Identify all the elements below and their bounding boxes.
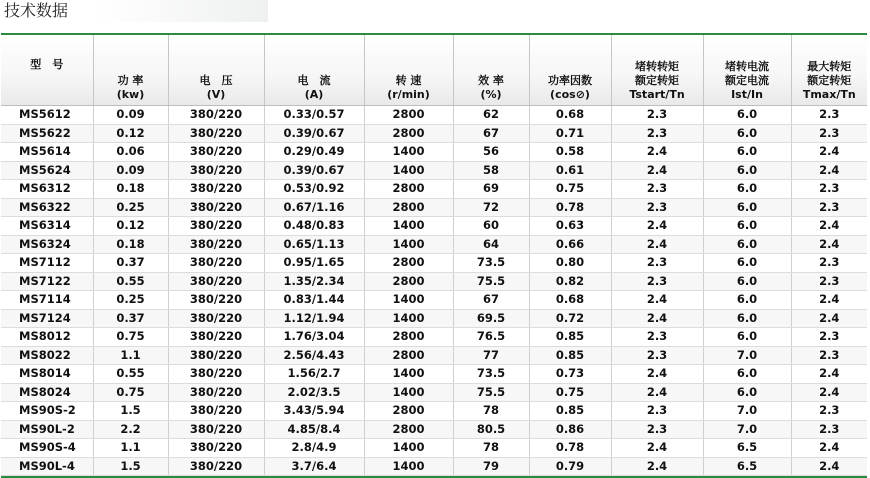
table-cell-efficiency: 78	[453, 439, 529, 458]
header-text: 转 速	[395, 74, 422, 87]
table-cell-voltage: 380/220	[168, 235, 264, 254]
table-cell-locked-current-ratio: 7.0	[703, 420, 791, 439]
table-cell-voltage: 380/220	[168, 198, 264, 217]
header-text: Tmax/Tn	[802, 88, 856, 101]
table-cell-speed: 1400	[364, 235, 453, 254]
table-row	[1, 254, 867, 273]
table-cell-model: MS8014	[1, 365, 93, 384]
table-cell-power: 0.06	[93, 143, 168, 162]
table-cell-speed: 1400	[364, 161, 453, 180]
table-cell-locked-current-ratio: 6.0	[703, 217, 791, 236]
table-cell-voltage: 380/220	[168, 365, 264, 384]
table-cell-locked-torque-ratio: 2.4	[611, 161, 703, 180]
table-cell-power: 1.5	[93, 402, 168, 421]
table-cell-locked-torque-ratio: 2.4	[611, 309, 703, 328]
table-cell-power-factor: 0.86	[529, 420, 611, 439]
table-cell-speed: 1400	[364, 217, 453, 236]
header-text: 堵转电流	[725, 60, 769, 73]
table-cell-current: 2.02/3.5	[264, 383, 364, 402]
table-cell-power: 0.12	[93, 124, 168, 143]
table-cell-max-torque-ratio: 2.4	[791, 291, 867, 310]
table-cell-max-torque-ratio: 2.3	[791, 198, 867, 217]
table-cell-locked-current-ratio: 6.0	[703, 328, 791, 347]
table-cell-max-torque-ratio: 2.3	[791, 124, 867, 143]
table-cell-power-factor: 0.73	[529, 365, 611, 384]
table-cell-locked-torque-ratio: 2.3	[611, 254, 703, 273]
table-cell-efficiency: 79	[453, 457, 529, 476]
table-cell-locked-current-ratio: 6.0	[703, 106, 791, 125]
table-cell-locked-torque-ratio: 2.3	[611, 346, 703, 365]
table-cell-power: 0.09	[93, 106, 168, 125]
header-text: 电 压	[199, 74, 233, 87]
table-row	[1, 106, 867, 125]
table-body	[1, 106, 867, 476]
table-cell-speed: 2800	[364, 272, 453, 291]
table-cell-max-torque-ratio: 2.4	[791, 365, 867, 384]
table-cell-power: 2.2	[93, 420, 168, 439]
table-cell-model: MS90L-2	[1, 420, 93, 439]
column-header-model	[1, 35, 93, 106]
table-cell-voltage: 380/220	[168, 143, 264, 162]
table-cell-current: 3.43/5.94	[264, 402, 364, 421]
table-cell-locked-current-ratio: 6.0	[703, 365, 791, 384]
table-cell-voltage: 380/220	[168, 420, 264, 439]
table-cell-model: MS8024	[1, 383, 93, 402]
table-cell-speed: 2800	[364, 180, 453, 199]
table-cell-current: 0.39/0.67	[264, 124, 364, 143]
table-cell-voltage: 380/220	[168, 161, 264, 180]
column-header-locked-torque-ratio	[611, 35, 703, 106]
header-text: Tstart/Tn	[629, 88, 685, 101]
header-text: 额定转矩	[635, 74, 679, 87]
spec-table	[1, 35, 867, 476]
column-header-efficiency	[453, 35, 529, 106]
table-cell-voltage: 380/220	[168, 254, 264, 273]
table-cell-locked-current-ratio: 6.5	[703, 457, 791, 476]
table-row	[1, 402, 867, 421]
header-text: (kw)	[116, 88, 145, 101]
table-cell-locked-current-ratio: 7.0	[703, 402, 791, 421]
table-cell-locked-current-ratio: 6.0	[703, 161, 791, 180]
table-cell-power: 0.75	[93, 383, 168, 402]
table-row	[1, 328, 867, 347]
table-cell-locked-torque-ratio: 2.4	[611, 439, 703, 458]
table-cell-locked-current-ratio: 7.0	[703, 346, 791, 365]
table-row	[1, 180, 867, 199]
table-cell-model: MS5624	[1, 161, 93, 180]
table-cell-locked-current-ratio: 6.0	[703, 180, 791, 199]
table-cell-power-factor: 0.82	[529, 272, 611, 291]
table-cell-speed: 1400	[364, 439, 453, 458]
table-cell-current: 2.8/4.9	[264, 439, 364, 458]
table-cell-current: 0.48/0.83	[264, 217, 364, 236]
table-cell-speed: 1400	[364, 457, 453, 476]
header-text: (r/min)	[387, 88, 430, 101]
table-cell-power-factor: 0.71	[529, 124, 611, 143]
header-text: 电 流	[297, 74, 331, 87]
table-row	[1, 383, 867, 402]
table-cell-power-factor: 0.75	[529, 180, 611, 199]
header-text: Ist/In	[731, 88, 763, 101]
table-cell-current: 0.67/1.16	[264, 198, 364, 217]
table-cell-voltage: 380/220	[168, 106, 264, 125]
table-cell-power-factor: 0.80	[529, 254, 611, 273]
table-cell-max-torque-ratio: 2.4	[791, 143, 867, 162]
table-cell-power-factor: 0.63	[529, 217, 611, 236]
table-cell-locked-current-ratio: 6.0	[703, 124, 791, 143]
table-cell-locked-torque-ratio: 2.3	[611, 272, 703, 291]
column-header-power-factor	[529, 35, 611, 106]
table-cell-current: 1.76/3.04	[264, 328, 364, 347]
table-cell-locked-current-ratio: 6.0	[703, 198, 791, 217]
table-cell-max-torque-ratio: 2.3	[791, 106, 867, 125]
column-header-power	[93, 35, 168, 106]
table-cell-power: 0.18	[93, 180, 168, 199]
table-cell-max-torque-ratio: 2.4	[791, 309, 867, 328]
table-cell-power: 0.75	[93, 328, 168, 347]
table-cell-model: MS5614	[1, 143, 93, 162]
table-cell-power-factor: 0.68	[529, 291, 611, 310]
table-cell-max-torque-ratio: 2.4	[791, 439, 867, 458]
table-cell-locked-torque-ratio: 2.3	[611, 198, 703, 217]
table-row	[1, 439, 867, 458]
table-cell-power-factor: 0.68	[529, 106, 611, 125]
table-cell-voltage: 380/220	[168, 124, 264, 143]
table-row	[1, 198, 867, 217]
table-cell-efficiency: 72	[453, 198, 529, 217]
table-cell-power: 0.55	[93, 365, 168, 384]
table-cell-efficiency: 73.5	[453, 254, 529, 273]
table-cell-locked-current-ratio: 6.0	[703, 254, 791, 273]
table-cell-power: 0.12	[93, 217, 168, 236]
table-cell-efficiency: 69	[453, 180, 529, 199]
table-cell-locked-current-ratio: 6.0	[703, 272, 791, 291]
table-cell-power-factor: 0.72	[529, 309, 611, 328]
table-row	[1, 217, 867, 236]
table-cell-efficiency: 69.5	[453, 309, 529, 328]
table-row	[1, 291, 867, 310]
header-text: 功 率	[117, 74, 144, 87]
table-cell-power: 1.1	[93, 346, 168, 365]
table-cell-power-factor: 0.58	[529, 143, 611, 162]
table-cell-speed: 1400	[364, 143, 453, 162]
header-text: 额定电流	[725, 74, 769, 87]
header-text: 效 率	[478, 74, 504, 87]
table-cell-locked-current-ratio: 6.0	[703, 291, 791, 310]
table-cell-efficiency: 60	[453, 217, 529, 236]
table-cell-model: MS6312	[1, 180, 93, 199]
table-cell-locked-current-ratio: 6.5	[703, 439, 791, 458]
column-header-voltage	[168, 35, 264, 106]
table-cell-current: 0.83/1.44	[264, 291, 364, 310]
table-cell-voltage: 380/220	[168, 180, 264, 199]
table-cell-model: MS5612	[1, 106, 93, 125]
table-cell-efficiency: 75.5	[453, 383, 529, 402]
table-cell-max-torque-ratio: 2.4	[791, 217, 867, 236]
table-cell-power: 0.37	[93, 309, 168, 328]
table-cell-locked-current-ratio: 6.0	[703, 235, 791, 254]
header-text: 功率因数	[548, 74, 592, 87]
header-text: (A)	[304, 88, 324, 101]
table-row	[1, 346, 867, 365]
spec-table-container	[1, 33, 867, 478]
column-header-locked-current-ratio	[703, 35, 791, 106]
table-cell-current: 0.33/0.57	[264, 106, 364, 125]
table-header-row	[1, 35, 867, 106]
table-cell-efficiency: 67	[453, 124, 529, 143]
table-cell-model: MS90S-2	[1, 402, 93, 421]
table-cell-current: 0.95/1.65	[264, 254, 364, 273]
table-cell-model: MS7112	[1, 254, 93, 273]
header-text: (%)	[480, 88, 502, 101]
table-cell-current: 2.56/4.43	[264, 346, 364, 365]
table-cell-locked-torque-ratio: 2.4	[611, 365, 703, 384]
table-cell-speed: 2800	[364, 402, 453, 421]
table-cell-power-factor: 0.85	[529, 328, 611, 347]
header-text: 型 号	[30, 57, 64, 71]
table-cell-max-torque-ratio: 2.4	[791, 161, 867, 180]
table-cell-efficiency: 80.5	[453, 420, 529, 439]
table-cell-locked-torque-ratio: 2.4	[611, 235, 703, 254]
table-cell-power: 0.25	[93, 291, 168, 310]
page-title: 技术数据	[0, 0, 268, 22]
table-cell-voltage: 380/220	[168, 217, 264, 236]
table-cell-locked-torque-ratio: 2.3	[611, 328, 703, 347]
table-cell-locked-torque-ratio: 2.3	[611, 420, 703, 439]
table-cell-max-torque-ratio: 2.3	[791, 180, 867, 199]
table-cell-speed: 1400	[364, 383, 453, 402]
table-cell-current: 1.56/2.7	[264, 365, 364, 384]
table-cell-efficiency: 58	[453, 161, 529, 180]
table-cell-max-torque-ratio: 2.4	[791, 235, 867, 254]
table-cell-model: MS8012	[1, 328, 93, 347]
table-cell-model: MS5622	[1, 124, 93, 143]
table-cell-model: MS7114	[1, 291, 93, 310]
header-text: 额定转矩	[807, 74, 852, 87]
table-cell-power: 0.25	[93, 198, 168, 217]
table-cell-current: 3.7/6.4	[264, 457, 364, 476]
table-cell-locked-torque-ratio: 2.4	[611, 291, 703, 310]
table-cell-power: 0.09	[93, 161, 168, 180]
header-text: (cos⊘)	[550, 88, 590, 101]
table-cell-locked-torque-ratio: 2.3	[611, 180, 703, 199]
table-cell-locked-torque-ratio: 2.4	[611, 457, 703, 476]
table-cell-model: MS7124	[1, 309, 93, 328]
table-cell-locked-torque-ratio: 2.3	[611, 106, 703, 125]
table-cell-power-factor: 0.79	[529, 457, 611, 476]
table-cell-voltage: 380/220	[168, 346, 264, 365]
table-cell-voltage: 380/220	[168, 402, 264, 421]
table-cell-speed: 2800	[364, 254, 453, 273]
table-row	[1, 272, 867, 291]
table-cell-efficiency: 62	[453, 106, 529, 125]
table-row	[1, 365, 867, 384]
table-cell-max-torque-ratio: 2.4	[791, 383, 867, 402]
table-cell-max-torque-ratio: 2.3	[791, 402, 867, 421]
table-cell-locked-current-ratio: 6.0	[703, 383, 791, 402]
table-cell-current: 0.39/0.67	[264, 161, 364, 180]
table-cell-model: MS6324	[1, 235, 93, 254]
table-cell-max-torque-ratio: 2.3	[791, 346, 867, 365]
column-header-current	[264, 35, 364, 106]
table-cell-model: MS7122	[1, 272, 93, 291]
table-cell-current: 0.65/1.13	[264, 235, 364, 254]
table-cell-voltage: 380/220	[168, 272, 264, 291]
header-text: 堵转转矩	[635, 60, 679, 73]
table-cell-power-factor: 0.66	[529, 235, 611, 254]
table-cell-max-torque-ratio: 2.3	[791, 272, 867, 291]
table-cell-speed: 2800	[364, 346, 453, 365]
table-cell-voltage: 380/220	[168, 457, 264, 476]
table-cell-voltage: 380/220	[168, 328, 264, 347]
table-cell-speed: 2800	[364, 106, 453, 125]
table-cell-max-torque-ratio: 2.3	[791, 254, 867, 273]
table-cell-model: MS6314	[1, 217, 93, 236]
table-cell-model: MS90L-4	[1, 457, 93, 476]
table-cell-current: 0.53/0.92	[264, 180, 364, 199]
column-header-speed	[364, 35, 453, 106]
table-cell-efficiency: 67	[453, 291, 529, 310]
table-cell-max-torque-ratio: 2.4	[791, 457, 867, 476]
table-cell-power-factor: 0.61	[529, 161, 611, 180]
table-cell-current: 4.85/8.4	[264, 420, 364, 439]
table-cell-locked-torque-ratio: 2.4	[611, 143, 703, 162]
table-cell-speed: 1400	[364, 365, 453, 384]
table-cell-speed: 1400	[364, 309, 453, 328]
table-cell-max-torque-ratio: 2.3	[791, 328, 867, 347]
table-cell-model: MS6322	[1, 198, 93, 217]
table-cell-speed: 2800	[364, 198, 453, 217]
header-text: (V)	[206, 88, 226, 101]
table-cell-voltage: 380/220	[168, 439, 264, 458]
header-text: 最大转矩	[807, 60, 852, 73]
table-cell-power-factor: 0.75	[529, 383, 611, 402]
table-cell-current: 1.35/2.34	[264, 272, 364, 291]
table-row	[1, 235, 867, 254]
table-cell-current: 0.29/0.49	[264, 143, 364, 162]
table-row	[1, 309, 867, 328]
table-cell-power-factor: 0.78	[529, 439, 611, 458]
table-cell-power: 0.55	[93, 272, 168, 291]
table-cell-power: 1.1	[93, 439, 168, 458]
table-cell-speed: 2800	[364, 328, 453, 347]
table-cell-power-factor: 0.85	[529, 402, 611, 421]
table-cell-speed: 2800	[364, 124, 453, 143]
table-cell-model: MS8022	[1, 346, 93, 365]
table-row	[1, 420, 867, 439]
table-cell-locked-current-ratio: 6.0	[703, 143, 791, 162]
table-cell-efficiency: 64	[453, 235, 529, 254]
table-cell-speed: 1400	[364, 291, 453, 310]
table-row	[1, 161, 867, 180]
table-cell-power: 1.5	[93, 457, 168, 476]
table-cell-efficiency: 75.5	[453, 272, 529, 291]
table-cell-voltage: 380/220	[168, 291, 264, 310]
table-cell-speed: 2800	[364, 420, 453, 439]
table-cell-power: 0.37	[93, 254, 168, 273]
table-cell-efficiency: 76.5	[453, 328, 529, 347]
table-cell-voltage: 380/220	[168, 383, 264, 402]
table-cell-locked-torque-ratio: 2.3	[611, 124, 703, 143]
table-cell-power-factor: 0.85	[529, 346, 611, 365]
table-cell-current: 1.12/1.94	[264, 309, 364, 328]
table-cell-locked-torque-ratio: 2.3	[611, 402, 703, 421]
table-cell-power: 0.18	[93, 235, 168, 254]
table-cell-efficiency: 78	[453, 402, 529, 421]
table-cell-locked-current-ratio: 6.0	[703, 309, 791, 328]
column-header-max-torque-ratio	[791, 35, 867, 106]
table-cell-voltage: 380/220	[168, 309, 264, 328]
table-cell-efficiency: 73.5	[453, 365, 529, 384]
table-cell-model: MS90S-4	[1, 439, 93, 458]
table-row	[1, 143, 867, 162]
table-cell-max-torque-ratio: 2.3	[791, 420, 867, 439]
table-cell-efficiency: 77	[453, 346, 529, 365]
table-cell-power-factor: 0.78	[529, 198, 611, 217]
table-cell-locked-torque-ratio: 2.4	[611, 383, 703, 402]
table-cell-efficiency: 56	[453, 143, 529, 162]
table-cell-locked-torque-ratio: 2.4	[611, 217, 703, 236]
table-row	[1, 124, 867, 143]
